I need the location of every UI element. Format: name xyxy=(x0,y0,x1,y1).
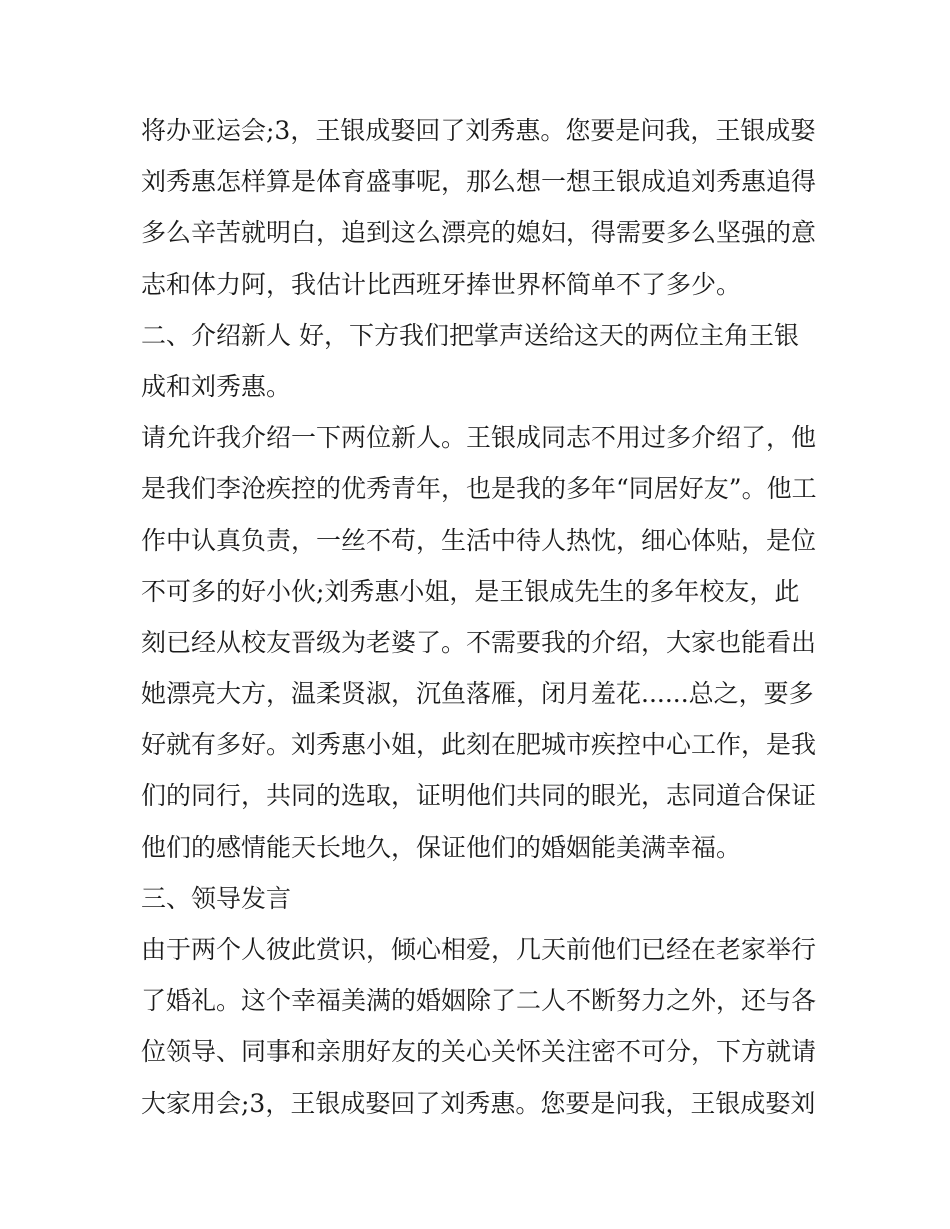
text-line: 志和体力阿，我估计比西班牙捧世界杯简单不了多少。 xyxy=(141,269,742,299)
text-line: 不可多的好小伙;刘秀惠小姐，是王银成先生的多年校友，此 xyxy=(141,576,800,606)
text-line: 她漂亮大方，温柔贤淑，沉鱼落雁，闭月羞花......总之，要多 xyxy=(141,679,814,709)
text-line: 位领导、同事和亲朋好友的关心关怀关注密不可分，下方就请 xyxy=(141,1037,817,1067)
section-heading-line: 二、介绍新人 好，下方我们把掌声送给这天的两位主角王银 xyxy=(141,320,799,350)
text-line: 刻已经从校友晋级为老婆了。不需要我的介绍，大家也能看出 xyxy=(141,627,817,657)
text-line: 成和刘秀惠。 xyxy=(141,371,292,401)
text-line: 了婚礼。这个幸福美满的婚姻除了二人不断努力之外，还与各 xyxy=(141,986,817,1016)
text-line: 请允许我介绍一下两位新人。王银成同志不用过多介绍了，他 xyxy=(141,423,817,453)
text-line: 刘秀惠怎样算是体育盛事呢，那么想一想王银成追刘秀惠追得 xyxy=(141,167,817,197)
text-line: 好就有多好。刘秀惠小姐，此刻在肥城市疾控中心工作，是我 xyxy=(141,730,817,760)
document-body xyxy=(141,105,821,1129)
text-line: 作中认真负责，一丝不苟，生活中待人热忱，细心体贴，是位 xyxy=(141,525,817,555)
text-line: 他们的感情能天长地久，保证他们的婚姻能美满幸福。 xyxy=(141,832,742,862)
section-heading-line: 三、领导发言 xyxy=(141,883,292,913)
text-line: 是我们李沧疾控的优秀青年，也是我的多年“同居好友”。他工 xyxy=(141,474,817,504)
text-line: 多么辛苦就明白，追到这么漂亮的媳妇，得需要多么坚强的意 xyxy=(141,218,817,248)
text-line: 由于两个人彼此赏识，倾心相爱，几天前他们已经在老家举行 xyxy=(141,935,817,964)
text-line: 们的同行，共同的选取，证明他们共同的眼光，志同道合保证 xyxy=(141,781,817,811)
text-line: 大家用会;3，王银成娶回了刘秀惠。您要是问我，王银成娶刘 xyxy=(141,1088,816,1118)
text-line: 将办亚运会;3，王银成娶回了刘秀惠。您要是问我，王银成娶 xyxy=(141,116,816,145)
